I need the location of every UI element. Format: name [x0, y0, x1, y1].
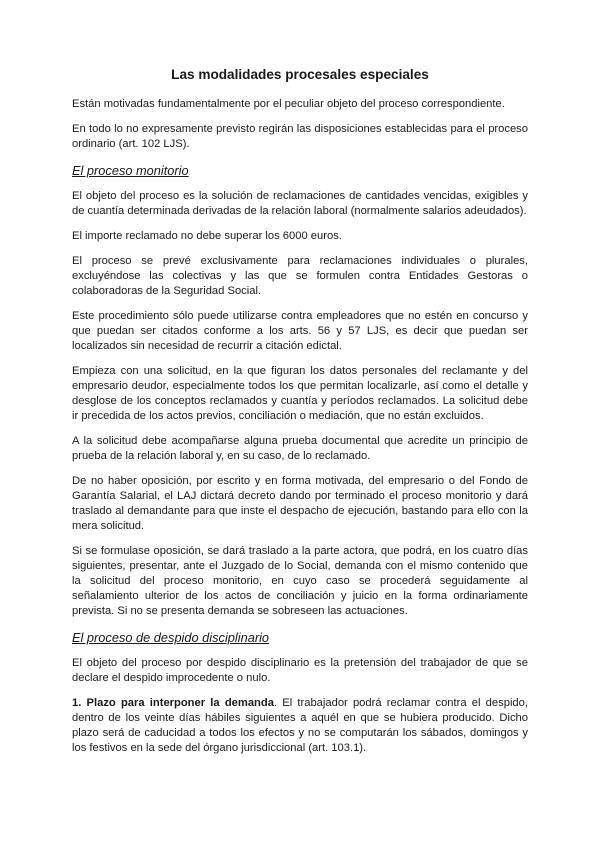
point-text: . El trabajador podrá reclamar contra el despido, dentro de los veinte días hábiles siguientes a aquél en que se hubiera producido. Dicho plazo será de caducidad a todos los efectos y no se computarán los sábados, domingos y los festivos en la sede del órgano jurisdiccional (art. 103.1).	[72, 697, 528, 754]
body-paragraph: Empieza con una solicitud, en la que figuran los datos personales del reclamante y del empresario deudor, especialmente todos los que permitan localizarle, así como el detalle y desglose de los conceptos reclamados y cuantía y períodos reclamados. La solicitud debe ir precedida de los actos previos, conciliación o mediación, que no están excluidos.	[72, 365, 528, 422]
numbered-paragraph	[72, 696, 528, 756]
intro-paragraph: En todo lo no expresamente previsto regirán las disposiciones establecidas para el proceso ordinario (art. 102 LJS).	[72, 123, 528, 150]
body-paragraph: El objeto del proceso es la solución de reclamaciones de cantidades vencidas, exigibles y de cuantía determinada derivadas de la relación laboral (normalmente salarios adeudados).	[72, 190, 528, 217]
section-heading-proceso-monitorio: El proceso monitorio	[72, 163, 189, 178]
body-paragraph: El objeto del proceso por despido disciplinario es la pretensión del trabajador de que se declare el despido improcedente o nulo.	[72, 657, 528, 684]
section-heading-despido-disciplinario: El proceso de despido disciplinario	[72, 630, 270, 645]
body-paragraph: Si se formulase oposición, se dará traslado a la parte actora, que podrá, en los cuatro días siguientes, presentar, ante el Juzgado de lo Social, demanda con el mismo contenido que la solicitud del proceso monitorio, en cuyo caso se procederá seguidamente al señalamiento ulterior de los actos de conciliación y juicio en la forma ordinariamente prevista. Si no se presenta demanda se sobreseen las actuaciones.	[72, 545, 528, 617]
body-paragraph: Este procedimiento sólo puede utilizarse contra empleadores que no estén en concurso y que puedan ser citados conforme a los arts. 56 y 57 LJS, es decir que puedan ser localizados sin necesidad de recurrir a citación edictal.	[72, 310, 528, 352]
body-paragraph: El proceso se prevé exclusivamente para reclamaciones individuales o plurales, excluyéndose las colectivas y las que se formulen contra Entidades Gestoras o colaboradoras de la Seguridad Social.	[72, 255, 528, 297]
document-title: Las modalidades procesales especiales	[171, 67, 429, 82]
intro-paragraph: Están motivadas fundamentalmente por el peculiar objeto del proceso correspondiente.	[72, 98, 505, 110]
point-label: 1. Plazo para interponer la demanda	[72, 697, 274, 709]
body-paragraph: De no haber oposición, por escrito y en forma motivada, del empresario o del Fondo de Garantía Salarial, el LAJ dictará decreto dando por terminado el proceso monitorio y dará traslado al demandante para que inste el despacho de ejecución, bastando para ello con la mera solicitud.	[72, 475, 528, 532]
document-page	[72, 66, 528, 766]
body-paragraph: A la solicitud debe acompañarse alguna prueba documental que acredite un principio de prueba de la relación laboral y, en su caso, de lo reclamado.	[72, 435, 528, 462]
body-paragraph: El importe reclamado no debe superar los 6000 euros.	[72, 230, 342, 242]
